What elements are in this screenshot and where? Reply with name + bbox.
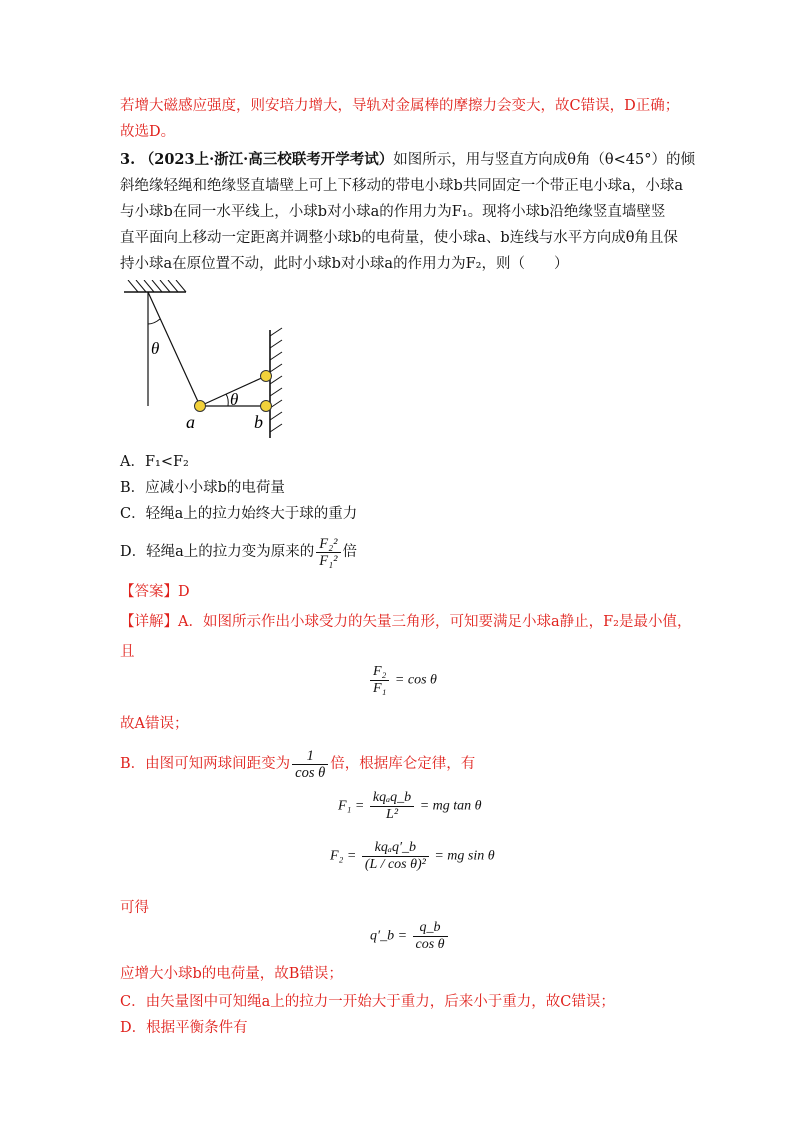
detail-a-2: 且 [120,644,135,660]
detail-b-2: 可得 [120,900,149,916]
question-3 [120,150,695,170]
question-number: 3. [120,151,136,168]
question-source: （2023上·浙江·高三校联考开学考试） [139,151,394,168]
equation-4: q′_b = $\frac{q\_b}{\text{cos θ}}$ [370,920,450,953]
detail-a-3: 故A错误； [120,716,189,732]
line-1: 若增大磁感应强度，则安培力增大，导轨对金属棒的摩擦力会变大，故C错误，D正确； [120,98,680,114]
detail-b-1: B．由图可知两球间距变为 $\frac{1}{\text{cos θ}}$ 倍，根据库仑定律，有 [120,747,476,781]
option-b: B．应减小小球b的电荷量 [120,480,285,496]
question-text-4: 直平面向上移动一定距离并调整小球b的电荷量，使小球a、b连线与水平方向成θ角且保 [120,230,678,246]
detail-b-3: 应增大小球b的电荷量，故B错误； [120,966,343,982]
theta-label-ab: θ [230,390,239,409]
ball-b [261,401,272,412]
label-a: a [186,412,195,432]
option-d-fraction: $\frac{\text{F₂²}}{\text{F₁²}}$ [316,536,340,569]
label-b: b [254,412,263,432]
answer-value: D [178,584,190,600]
theta-label-rope: θ [151,339,160,358]
line-2: 故选D。 [120,124,176,140]
equation-1: $\frac{\text{F₂}}{\text{F₁}}$ = cos θ [368,664,437,697]
answer-line [120,582,190,602]
detail-label: 【详解】 [120,614,178,630]
option-a: A．F₁<F₂ [120,454,189,470]
question-text-3: 与小球b在同一水平线上，小球b对小球a的作用力为F₁。现将小球b沿绝缘竖直墙壁竖 [120,204,666,220]
equation-3: F₂ = $\frac{\text{kqₐq′\_b}}{\text{(L / cos θ)²}}$ = mg sin θ [330,840,495,872]
answer-label: 【答案】 [120,584,178,600]
option-d: D．轻绳a上的拉力变为原来的 $\frac{\text{F₂²}}{\text{F₁²}}$ 倍 [120,535,358,569]
ball-b-moved [261,371,272,382]
question-text-1: 如图所示，用与竖直方向成θ角（θ<45°）的倾 [393,152,696,168]
option-c: C．轻绳a上的拉力始终大于球的重力 [120,506,358,522]
question-text-2: 斜绝缘轻绳和绝缘竖直墙壁上可上下移动的带电小球b共同固定一个带正电小球a，小球a [120,178,684,194]
detail-d-1: D．根据平衡条件有 [120,1020,248,1036]
question-text-5: 持小球a在原位置不动，此时小球b对小球a的作用力为F₂，则（ ） [120,256,569,272]
equation-2: F₁ = $\frac{\text{kqₐq\_b}}{\text{L²}}$ = mg tan θ [338,790,482,822]
physics-diagram [120,280,300,440]
ball-a [195,401,206,412]
detail-a-1: 【详解】A．如图所示作出小球受力的矢量三角形，可知要满足小球a静止，F₂是最小值， [120,614,692,630]
detail-c-1: C．由矢量图中可知绳a上的拉力一开始大于重力，后来小于重力，故C错误； [120,994,615,1010]
